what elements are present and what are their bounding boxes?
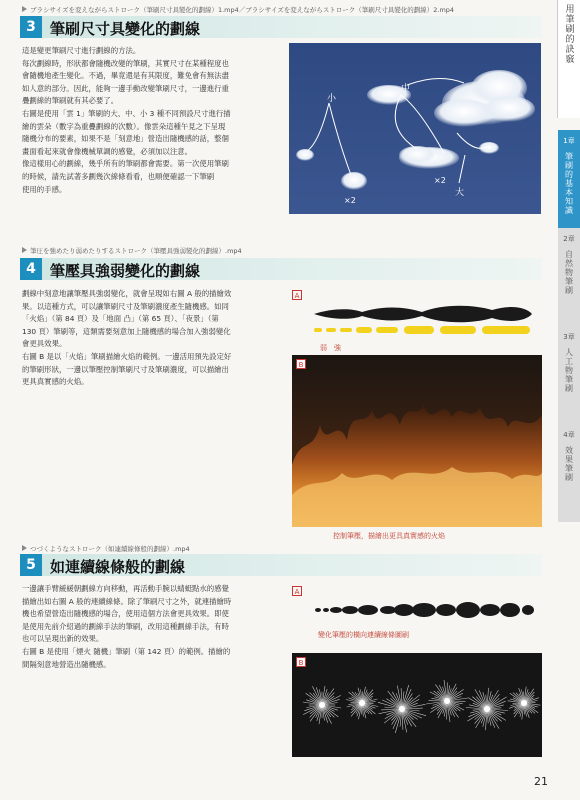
chapter-tab-bar	[558, 0, 580, 800]
section-number: 3	[20, 16, 42, 38]
chapter-tab-1[interactable]	[558, 130, 580, 240]
section-3-body	[22, 45, 282, 196]
sec5-line: 機也希望營造出隨機感的場合，使用這個方法會更具效果。即使	[22, 609, 229, 619]
sec3-line: 隨機分布的要素，如果不是「刻意地」營造出隨機感的話，整個	[22, 134, 229, 144]
video-caption-text: 筆圧を強めたり弱めたりするストローク（筆壓具強弱變化的劃線）.mp4	[30, 247, 242, 255]
sec3-line: 會隨機地產生變化。不過，畢竟還是有其限度，難免會有無法盡	[22, 71, 229, 81]
figure-tag-a: A	[292, 290, 302, 300]
section-header	[20, 16, 542, 38]
sec4-line: 的筆刷形狀，一邊以筆壓控制筆刷尺寸及筆刷濃度，可以描繪出	[22, 364, 229, 374]
sec3-line: 每次劃線時，形狀都會隨機改變的筆刷，其實尺寸在某種程度也	[22, 58, 229, 68]
cloud-brush-size-figure	[289, 43, 541, 214]
section-title: 如連續線條般的劃線	[50, 558, 186, 576]
book-title-tab-label: 用筆刷的訣竅	[563, 4, 574, 64]
section-4-body	[22, 288, 284, 389]
sec5-line: 一邊讓手臂緩緩朝劃線方向移動，再活動手腕以蜻蜓點水的感覺	[22, 584, 229, 593]
sec4-line: 更具真實感的火焰。	[22, 377, 89, 387]
figure-a-caption: 變化筆壓的橫向連續線條圖刷	[318, 631, 409, 639]
sec5-line: 右圖 B 是使用「煙火 隨機」筆刷（第 142 頁）的範例。描繪的	[22, 646, 231, 656]
chapter-tab-4-label: 效果筆刷	[564, 446, 574, 482]
sec3-line: 的時候，請先試著多劃幾次線條看看，也順便確認一下筆刷	[22, 171, 215, 181]
video-icon	[22, 6, 27, 12]
video-caption-text: ブラシサイズを変えながらストローク（筆刷尺寸具變化的劃線）1.mp4／ブラシサイズを変えながらストローク（筆刷尺寸具變化的劃線）2.mp4	[30, 6, 455, 14]
book-title-tab	[557, 0, 580, 118]
chapter-tab-3-label: 人工物筆刷	[564, 348, 574, 393]
sec5-line: 描繪出如右圖 A 般的連續線條。除了筆刷尺寸之外，就連描繪時	[22, 596, 232, 606]
section-5-body	[22, 583, 284, 671]
sec3-line: 這是變更筆刷尺寸進行劃線的方法。	[22, 46, 141, 55]
label-x2-small: ×2	[344, 196, 356, 205]
sec4-line: 果。以這種方式，可以讓筆刷尺寸及筆刷濃度產生隨機感。如同	[22, 301, 229, 311]
chapter-tab-4[interactable]	[558, 424, 580, 522]
figure-b-caption: 控制筆壓，描繪出更具真實感的火焰	[333, 532, 445, 540]
section-title: 筆壓具強弱變化的劃線	[50, 262, 201, 280]
chapter-tab-2-label: 自然物筆刷	[564, 250, 574, 295]
chapter-tab-2-num: 2章	[563, 235, 575, 243]
sec5-line: 是使用先前介紹過的劃線手法的筆刷，改用這種劃線手法，有時	[22, 621, 229, 631]
sec4-line: 130 頁）筆刷等，這類需要刻意加上隨機感的場合加入強弱變化	[22, 326, 231, 336]
fireworks-brush-figure	[292, 653, 542, 757]
figure-tag-b: B	[296, 359, 306, 369]
chapter-tab-3[interactable]	[558, 326, 580, 424]
page-number: 21	[534, 775, 548, 788]
video-icon	[22, 545, 27, 551]
chapter-tab-3-num: 3章	[563, 333, 575, 341]
sec4-line: 右圖 B 是以「火焰」筆刷描繪火焰的範例。一邊活用預先設定好	[22, 351, 232, 361]
chapter-tab-4-num: 4章	[563, 431, 575, 439]
sec3-line: 右圖是使用「雲 1」筆刷的大、中、小 3 種不同預設尺寸進行描	[22, 108, 231, 118]
section-header	[20, 258, 542, 280]
section-number: 5	[20, 554, 42, 576]
video-caption[interactable]	[22, 5, 454, 14]
sec3-line: 畫面看起來就會像機械單調的感覺，必須加以注意。	[22, 146, 192, 156]
sec4-line: 會更具效果。	[22, 339, 67, 349]
label-x2-mid: ×2	[434, 176, 446, 185]
sec3-line: 使用的手感。	[22, 184, 67, 194]
section-header	[20, 554, 542, 576]
sec5-line: 間隔刻意地營造出隨機感。	[22, 659, 111, 669]
figure-a-caption: 弱 強	[320, 344, 341, 352]
chapter-tab-1-label: 筆刷的基本知識	[564, 152, 574, 215]
sec3-line: 繪的雲朵（數字為重疊劃線的次數）。像雲朵這種午見之下呈現	[22, 121, 226, 131]
pressure-stroke-figure	[292, 290, 542, 346]
continuous-stroke-figure	[292, 586, 542, 636]
figure-tag-a: A	[292, 586, 302, 596]
video-caption-text: つづくようなストローク（如連續線條般的劃線）.mp4	[30, 545, 190, 553]
figure-tag-b: B	[296, 657, 306, 667]
label-large: 大	[455, 188, 465, 198]
label-mid: 中	[401, 84, 411, 94]
sec3-line: 疊劃線的筆刷就有其必要了。	[22, 96, 119, 106]
chapter-tab-1-num: 1章	[563, 137, 575, 145]
video-icon	[22, 247, 27, 253]
chapter-tab-2[interactable]	[558, 228, 580, 326]
section-number: 4	[20, 258, 42, 280]
sec4-line: 「火焰」（第 84 頁）及「地面 凸」（第 65 頁）、「夜景」（第	[22, 314, 219, 324]
sec3-line: 如人意的部分。因此，能夠一邊手動改變筆刷尺寸，一邊進行重	[22, 83, 229, 93]
video-caption[interactable]	[22, 544, 190, 553]
sec4-line: 劃線中刻意地讓筆壓具強弱變化，就會呈現如右圖 A 般的描繪效	[22, 289, 232, 298]
fire-brush-figure	[292, 355, 542, 527]
sec3-line: 像這樣用心的劃線，幾乎所有的筆刷都會需要。第一次使用筆刷	[22, 159, 229, 169]
video-caption[interactable]	[22, 246, 242, 255]
sec5-line: 也可以呈現出新的效果。	[22, 634, 104, 644]
label-small: 小	[327, 94, 337, 104]
section-title: 筆刷尺寸具變化的劃線	[50, 20, 201, 38]
